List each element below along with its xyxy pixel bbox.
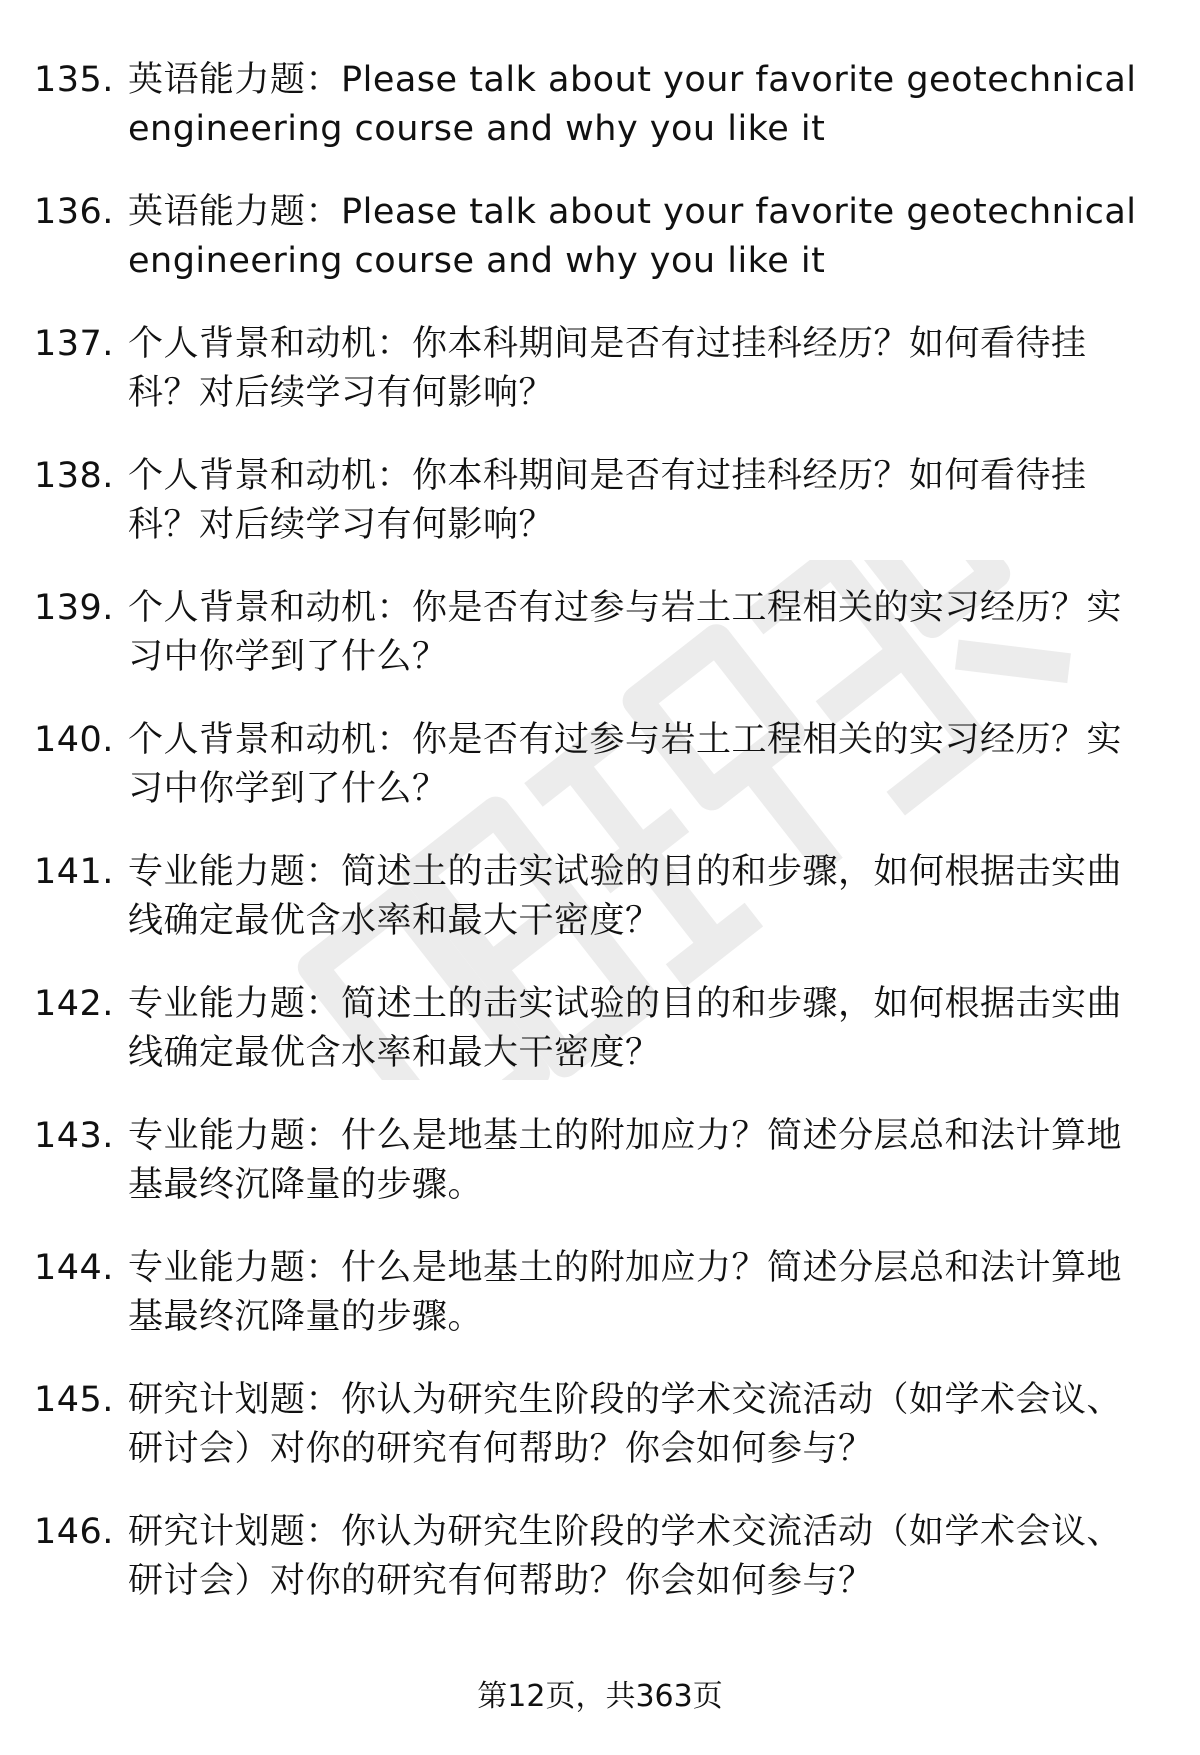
question-item [0, 1376, 1200, 1508]
question-number: 139. [34, 588, 114, 628]
question-text: 个人背景和动机：你是否有过参与岩土工程相关的实习经历？实习中你学到了什么？ [128, 588, 1123, 677]
question-item [0, 188, 1200, 320]
question-text: 专业能力题：简述土的击实试验的目的和步骤，如何根据击实曲线确定最优含水率和最大干密度？ [128, 984, 1123, 1073]
question-text: 专业能力题：简述土的击实试验的目的和步骤，如何根据击实曲线确定最优含水率和最大干密度？ [128, 852, 1123, 941]
question-item [0, 452, 1200, 584]
page-footer: 第12页，共363页 [477, 1679, 723, 1714]
question-number: 137. [34, 324, 114, 364]
question-text: 个人背景和动机：你本科期间是否有过挂科经历？如何看待挂科？对后续学习有何影响？ [128, 324, 1087, 413]
question-text: 专业能力题：什么是地基土的附加应力？简述分层总和法计算地基最终沉降量的步骤。 [128, 1248, 1123, 1337]
question-number: 143. [34, 1116, 114, 1156]
question-text: 个人背景和动机：你本科期间是否有过挂科经历？如何看待挂科？对后续学习有何影响？ [128, 456, 1087, 545]
question-item [0, 1508, 1200, 1640]
question-number: 142. [34, 984, 114, 1024]
question-item [0, 716, 1200, 848]
question-item [0, 1244, 1200, 1376]
question-number: 145. [34, 1380, 114, 1420]
question-item [0, 320, 1200, 452]
question-text: 专业能力题：什么是地基土的附加应力？简述分层总和法计算地基最终沉降量的步骤。 [128, 1116, 1123, 1205]
question-text: 研究计划题：你认为研究生阶段的学术交流活动（如学术会议、研讨会）对你的研究有何帮助？你会如何参与？ [128, 1380, 1123, 1469]
question-number: 141. [34, 852, 114, 892]
question-text: 英语能力题：Please talk about your favorite geotechnical engineering course and why you like it [128, 192, 1137, 281]
question-number: 138. [34, 456, 114, 496]
question-text: 研究计划题：你认为研究生阶段的学术交流活动（如学术会议、研讨会）对你的研究有何帮助？你会如何参与？ [128, 1512, 1123, 1601]
question-text: 英语能力题：Please talk about your favorite geotechnical engineering course and why you like it [128, 60, 1137, 149]
question-number: 140. [34, 720, 114, 760]
question-item [0, 980, 1200, 1112]
question-text: 个人背景和动机：你是否有过参与岩土工程相关的实习经历？实习中你学到了什么？ [128, 720, 1123, 809]
question-number: 144. [34, 1248, 114, 1288]
question-number: 136. [34, 192, 114, 232]
question-number: 146. [34, 1512, 114, 1552]
question-item [0, 1112, 1200, 1244]
question-item [0, 848, 1200, 980]
question-item [0, 584, 1200, 716]
question-list [0, 56, 1200, 1640]
question-number: 135. [34, 60, 114, 100]
question-item [0, 56, 1200, 188]
